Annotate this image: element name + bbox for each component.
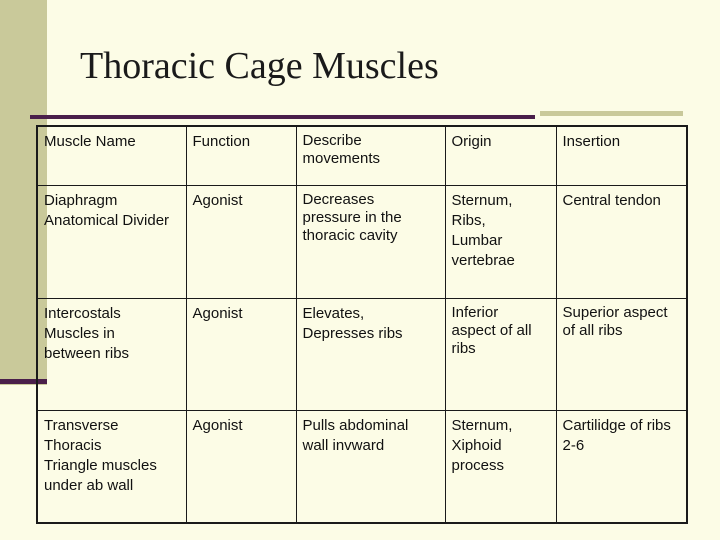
cell-movements [296,298,445,410]
cell-text: under ab wall [44,476,134,494]
cell-movements [296,185,445,298]
cell-text: Pulls abdominal [302,416,409,434]
header-cell-movements [296,126,445,185]
table-row [37,185,687,298]
cell-insertion [556,185,687,298]
header-text: movements [302,150,381,167]
header-cell-muscle-name [37,126,186,185]
slide-title: Thoracic Cage Muscles [80,45,439,87]
table-row [37,410,687,523]
cell-text: Xiphoid [451,436,502,454]
header-text: Function [192,133,251,150]
header-text: Muscle Name [44,133,136,150]
cell-movements [296,410,445,523]
cell-text: Central tendon [562,191,661,209]
cell-function [186,410,296,523]
cell-text: Transverse [44,416,119,434]
cell-text: Muscles in [44,324,115,342]
header-cell-function [186,126,296,185]
cell-text: Cartilidge of ribs [562,416,671,434]
cell-text: Lumbar [451,231,503,249]
cell-text: Sternum, [451,416,513,434]
cell-text: ribs [451,339,476,357]
cell-text: between ribs [44,344,130,362]
title-divider-dark [30,115,535,119]
header-text: Origin [451,133,492,150]
table-header-row [37,126,687,185]
cell-muscle-name [37,298,186,410]
cell-origin [445,298,556,410]
cell-muscle-name [37,185,186,298]
cell-text: pressure in the [302,208,402,226]
cell-insertion [556,410,687,523]
cell-text: Agonist [192,191,243,209]
cell-text: wall invward [302,436,385,454]
title-divider-light [540,111,683,116]
cell-text: Anatomical Divider [44,211,170,229]
cell-text: Agonist [192,304,243,322]
cell-text: Superior aspect [562,303,668,321]
cell-text: Triangle muscles [44,456,157,474]
cell-text: 2-6 [562,436,585,454]
cell-text: of all ribs [562,321,623,339]
muscle-table [36,125,688,524]
cell-text: Inferior [451,303,499,321]
cell-text: vertebrae [451,251,515,269]
header-text: Describe [302,132,362,149]
cell-text: Sternum, [451,191,513,209]
cell-muscle-name [37,410,186,523]
cell-origin [445,410,556,523]
cell-insertion [556,298,687,410]
cell-text: Elevates, [302,304,365,322]
header-cell-insertion [556,126,687,185]
header-cell-origin [445,126,556,185]
header-text: Insertion [562,133,621,150]
cell-text: aspect of all [451,321,532,339]
cell-text: Intercostals [44,304,121,322]
cell-text: Agonist [192,416,243,434]
cell-text: Decreases [302,190,375,208]
cell-text: process [451,456,505,474]
cell-text: Diaphragm [44,191,118,209]
cell-text: Thoracis [44,436,102,454]
cell-origin [445,185,556,298]
cell-text: Depresses ribs [302,324,403,342]
cell-text: Ribs, [451,211,486,229]
table-row [37,298,687,410]
cell-function [186,298,296,410]
cell-text: thoracic cavity [302,226,398,244]
cell-function [186,185,296,298]
